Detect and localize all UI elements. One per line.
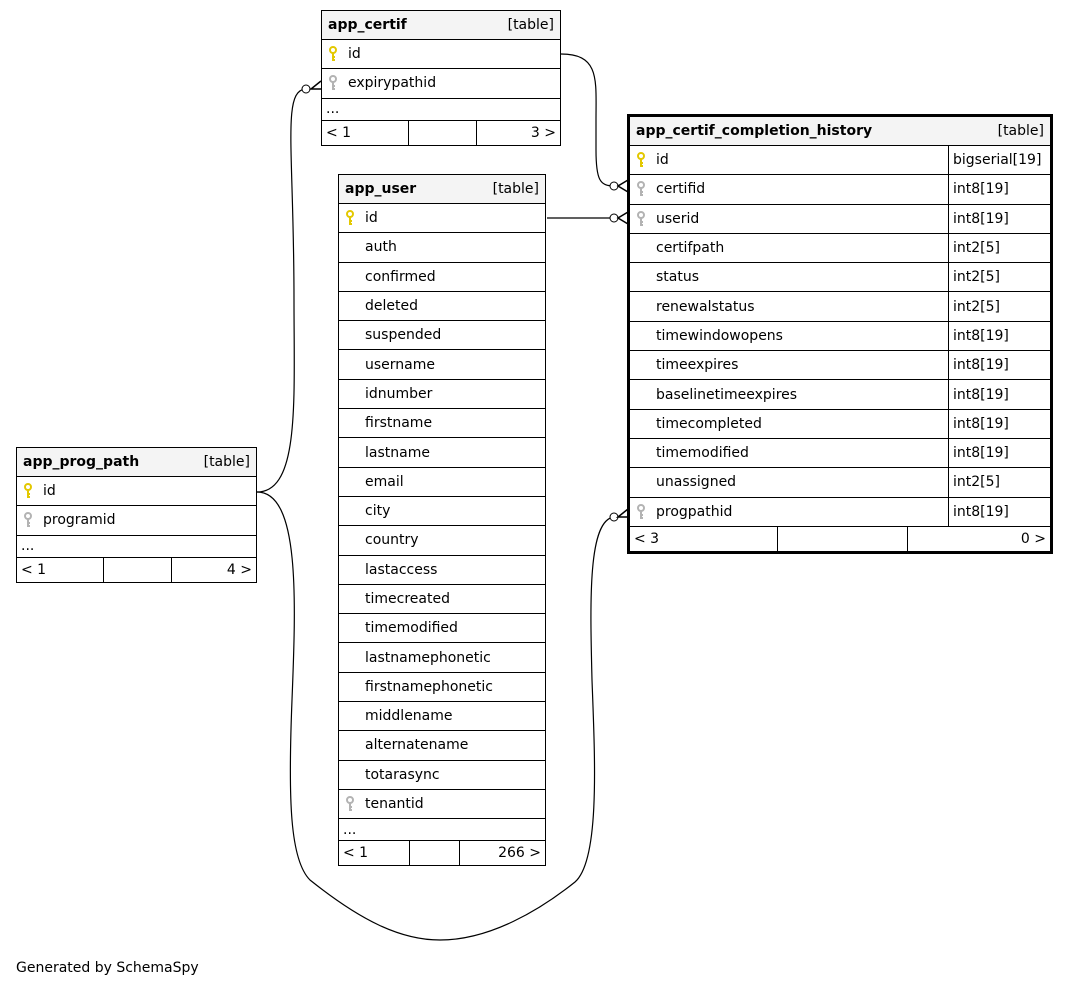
key-slot <box>345 796 365 812</box>
table-footer <box>17 558 256 582</box>
table-kind: [table] <box>203 454 250 470</box>
column-name: timeexpires <box>656 357 739 374</box>
column-row[interactable] <box>630 292 1050 321</box>
column-type: int8[19] <box>948 439 1050 467</box>
column-row[interactable] <box>630 234 1050 263</box>
column-type: int2[5] <box>948 263 1050 291</box>
column-type: int2[5] <box>948 292 1050 320</box>
column-row[interactable] <box>339 702 545 731</box>
column-name: suspended <box>365 327 442 344</box>
column-name: unassigned <box>656 474 737 491</box>
column-name: firstname <box>365 415 433 432</box>
column-cell <box>339 731 545 759</box>
column-row[interactable] <box>339 497 545 526</box>
column-type: int8[19] <box>948 175 1050 203</box>
column-row[interactable] <box>339 526 545 555</box>
column-row[interactable] <box>322 40 560 69</box>
column-name: alternatename <box>365 737 469 754</box>
primary-key-icon <box>636 152 646 168</box>
edge-optional-marker <box>610 214 618 222</box>
column-name: programid <box>43 512 116 529</box>
column-cell <box>339 292 545 320</box>
table-kind: [table] <box>492 181 539 197</box>
column-cell <box>339 761 545 789</box>
column-cell <box>630 439 948 467</box>
column-name: baselinetimeexpires <box>656 386 798 403</box>
edge-progpath-to-certif <box>257 89 305 492</box>
key-slot <box>636 504 656 520</box>
column-name: country <box>365 532 419 549</box>
column-row[interactable] <box>339 204 545 233</box>
column-row[interactable] <box>339 761 545 790</box>
column-cell <box>630 380 948 408</box>
key-slot <box>636 181 656 197</box>
column-cell <box>339 204 545 232</box>
column-row[interactable] <box>339 468 545 497</box>
footer-parents: < 1 <box>343 845 369 862</box>
key-slot <box>636 152 656 168</box>
column-row[interactable] <box>630 263 1050 292</box>
edge-optional-marker <box>610 182 618 190</box>
column-name: lastname <box>365 444 430 461</box>
edge-certif-to-history <box>561 54 614 186</box>
column-cell <box>339 643 545 671</box>
foreign-key-icon <box>328 75 338 91</box>
column-name: id <box>43 483 56 500</box>
column-name: id <box>365 210 378 227</box>
column-name: city <box>365 503 391 520</box>
table-app-prog-path[interactable] <box>16 447 257 583</box>
table-footer <box>339 841 545 865</box>
column-row[interactable] <box>17 506 256 535</box>
table-header <box>17 448 256 477</box>
column-row[interactable] <box>630 439 1050 468</box>
more-columns: ... <box>322 99 560 121</box>
column-row[interactable] <box>630 205 1050 234</box>
column-cell <box>339 468 545 496</box>
column-type: int8[19] <box>948 351 1050 379</box>
primary-key-icon <box>345 210 355 226</box>
table-app-user[interactable] <box>338 174 546 866</box>
key-slot <box>636 211 656 227</box>
column-cell <box>630 410 948 438</box>
column-cell <box>322 69 560 97</box>
table-header <box>630 117 1050 146</box>
table-name: app_certif <box>328 17 407 33</box>
edge-optional-marker <box>302 85 310 93</box>
column-row[interactable] <box>339 233 545 262</box>
column-cell <box>339 526 545 554</box>
column-name: firstnamephonetic <box>365 678 493 695</box>
column-type: int2[5] <box>948 234 1050 262</box>
table-app-certif-completion-history[interactable] <box>627 114 1053 554</box>
footer-children: 4 > <box>171 558 256 582</box>
primary-key-icon <box>23 483 33 499</box>
key-slot <box>328 75 348 91</box>
column-name: lastaccess <box>365 561 438 578</box>
column-name: userid <box>656 210 700 227</box>
column-name: lastnamephonetic <box>365 649 491 666</box>
column-row[interactable] <box>630 498 1050 527</box>
column-name: timewindowopens <box>656 327 783 344</box>
column-name: totarasync <box>365 766 440 783</box>
column-type: bigserial[19] <box>948 146 1050 174</box>
column-name: auth <box>365 239 397 256</box>
column-type: int8[19] <box>948 380 1050 408</box>
column-cell <box>630 205 948 233</box>
primary-key-icon <box>328 46 338 62</box>
column-cell <box>630 292 948 320</box>
footer-spacer <box>103 558 171 582</box>
foreign-key-icon <box>345 796 355 812</box>
column-row[interactable] <box>630 468 1050 497</box>
table-name: app_certif_completion_history <box>636 123 873 139</box>
key-slot <box>23 512 43 528</box>
column-row[interactable] <box>630 380 1050 409</box>
column-row[interactable] <box>339 380 545 409</box>
footer-spacer <box>409 841 459 865</box>
column-row[interactable] <box>630 175 1050 204</box>
column-row[interactable] <box>630 322 1050 351</box>
column-name: expirypathid <box>348 75 437 92</box>
column-name: id <box>656 152 669 169</box>
column-cell <box>339 409 545 437</box>
edge-optional-marker <box>610 513 618 521</box>
column-type: int8[19] <box>948 322 1050 350</box>
footer-children: 266 > <box>459 841 545 865</box>
column-row[interactable] <box>17 477 256 506</box>
column-name: timemodified <box>656 445 749 462</box>
foreign-key-icon <box>636 211 646 227</box>
column-name: confirmed <box>365 268 436 285</box>
footer-parents: < 1 <box>21 561 47 578</box>
foreign-key-icon <box>636 504 646 520</box>
column-row[interactable] <box>339 614 545 643</box>
column-cell <box>339 614 545 642</box>
column-cell <box>630 322 948 350</box>
column-row[interactable] <box>630 146 1050 175</box>
table-kind: [table] <box>507 17 554 33</box>
footer-children: 0 > <box>907 527 1050 551</box>
column-cell <box>630 351 948 379</box>
table-kind: [table] <box>997 123 1044 139</box>
column-cell <box>339 438 545 466</box>
column-type: int2[5] <box>948 468 1050 496</box>
column-cell <box>339 380 545 408</box>
column-name: timecompleted <box>656 415 762 432</box>
edge-crowfoot-marker <box>311 81 321 89</box>
column-row[interactable] <box>322 69 560 98</box>
column-cell <box>339 497 545 525</box>
column-row[interactable] <box>339 731 545 760</box>
foreign-key-icon <box>23 512 33 528</box>
column-row[interactable] <box>630 410 1050 439</box>
column-name: username <box>365 356 435 373</box>
column-row[interactable] <box>339 409 545 438</box>
key-slot <box>345 210 365 226</box>
footer-parents: < 3 <box>634 530 660 547</box>
column-cell <box>339 350 545 378</box>
footer-spacer <box>777 527 907 551</box>
column-cell <box>630 263 948 291</box>
column-cell <box>339 673 545 701</box>
table-footer <box>630 527 1050 551</box>
footer-spacer <box>408 121 476 145</box>
column-name: id <box>348 46 361 63</box>
table-name: app_prog_path <box>23 454 140 470</box>
column-type: int8[19] <box>948 205 1050 233</box>
column-cell <box>630 175 948 203</box>
column-cell <box>339 263 545 291</box>
column-cell <box>339 556 545 584</box>
column-row[interactable] <box>630 351 1050 380</box>
column-row[interactable] <box>339 350 545 379</box>
column-cell <box>17 506 256 534</box>
more-columns: ... <box>339 819 545 841</box>
column-cell <box>630 234 948 262</box>
column-name: status <box>656 269 700 286</box>
column-row[interactable] <box>339 643 545 672</box>
column-name: email <box>365 473 404 490</box>
column-name: middlename <box>365 708 453 725</box>
column-row[interactable] <box>339 556 545 585</box>
column-type: int8[19] <box>948 410 1050 438</box>
more-columns: ... <box>17 536 256 558</box>
column-cell <box>17 477 256 505</box>
column-cell <box>339 585 545 613</box>
foreign-key-icon <box>636 181 646 197</box>
column-name: certifpath <box>656 240 725 257</box>
column-row[interactable] <box>339 438 545 467</box>
table-app-certif[interactable] <box>321 10 561 146</box>
column-cell <box>339 321 545 349</box>
column-row[interactable] <box>339 263 545 292</box>
key-slot <box>328 46 348 62</box>
footer-children: 3 > <box>476 121 560 145</box>
table-name: app_user <box>345 181 417 197</box>
generated-by-label: Generated by SchemaSpy <box>16 960 199 976</box>
footer-parents: < 1 <box>326 124 352 141</box>
column-row[interactable] <box>339 790 545 819</box>
column-name: renewalstatus <box>656 298 755 315</box>
column-row[interactable] <box>339 673 545 702</box>
column-cell <box>339 233 545 261</box>
column-name: progpathid <box>656 503 733 520</box>
column-cell <box>630 146 948 174</box>
column-name: timemodified <box>365 620 458 637</box>
table-header <box>339 175 545 204</box>
column-name: tenantid <box>365 796 424 813</box>
column-cell <box>339 702 545 730</box>
column-name: idnumber <box>365 385 433 402</box>
column-name: timecreated <box>365 591 450 607</box>
column-row[interactable] <box>339 321 545 350</box>
column-cell <box>339 790 545 818</box>
column-row[interactable] <box>339 585 545 614</box>
column-cell <box>630 468 948 496</box>
column-row[interactable] <box>339 292 545 321</box>
column-name: certifid <box>656 181 706 198</box>
table-footer <box>322 121 560 145</box>
column-cell <box>630 498 948 526</box>
table-header <box>322 11 560 40</box>
column-name: deleted <box>365 298 418 315</box>
column-type: int8[19] <box>948 498 1050 526</box>
key-slot <box>23 483 43 499</box>
column-cell <box>322 40 560 68</box>
